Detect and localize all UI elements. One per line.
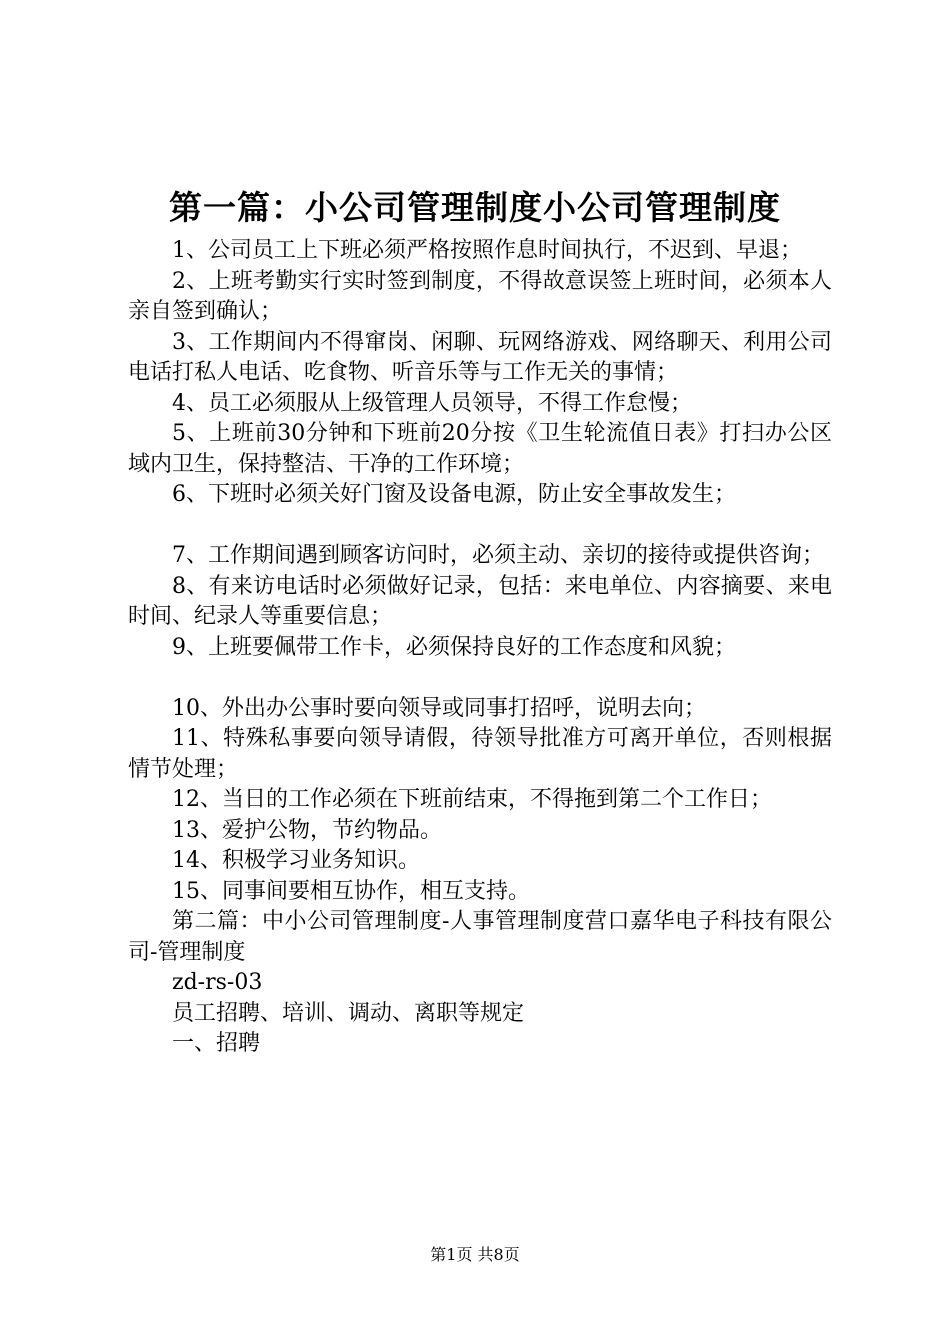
paragraph-rule-3: 3、工作期间内不得窜岗、闲聊、玩网络游戏、网络聊天、利用公司电话打私人电话、吃食物、听音乐等与工作无关的事情；	[128, 329, 832, 385]
paragraph-rule-12: 12、当日的工作必须在下班前结束，不得拖到第二个工作日；	[172, 787, 772, 812]
paragraph-rule-9: 9、上班要佩带工作卡，必须保持良好的工作态度和风貌；	[172, 634, 736, 660]
blank-line	[128, 663, 832, 694]
paragraph-rule-14: 14、积极学习业务知识。	[172, 848, 420, 873]
blank-line	[128, 511, 832, 542]
paragraph-rule-10: 10、外出办公事时要向领导或同事打招呼，说明去向；	[172, 695, 706, 721]
paragraph-rule-15: 15、同事间要相互协作，相互支持。	[172, 878, 530, 904]
paragraph-rule-7: 7、工作期间遇到顾客访问时，必须主动、亲切的接待或提供咨询；	[172, 543, 824, 568]
document-title: 第一篇：小公司管理制度小公司管理制度	[169, 188, 781, 227]
subsection-title: 员工招聘、培训、调动、离职等规定	[172, 1000, 525, 1026]
subsection-item-recruitment: 一、招聘	[172, 1031, 261, 1056]
paragraph-rule-11: 11、特殊私事要向领导请假，待领导批准方可离开单位，否则根据情节处理；	[128, 726, 832, 782]
paragraph-rule-1: 1、公司员工上下班必须严格按照作息时间执行，不迟到、早退；	[172, 238, 802, 263]
paragraph-rule-6: 6、下班时必须关好门窗及设备电源，防止安全事故发生；	[172, 482, 736, 507]
page-footer: 第1页 共8页	[430, 1245, 520, 1264]
document-body	[128, 236, 832, 1060]
document-code: zd-rs-03	[172, 970, 263, 995]
paragraph-rule-13: 13、爱护公物，节约物品。	[172, 817, 442, 843]
paragraph-rule-5: 5、上班前30分钟和下班前20分按《卫生轮流值日表》打扫办公区域内卫生，保持整洁、干净的工作环境；	[128, 421, 832, 477]
paragraph-rule-8: 8、有来访电话时必须做好记录，包括：来电单位、内容摘要、来电时间、纪录人等重要信息；	[128, 573, 832, 629]
section-heading-part-two: 第二篇：中小公司管理制度-人事管理制度营口嘉华电子科技有限公司-管理制度	[128, 909, 832, 965]
paragraph-rule-4: 4、员工必须服从上级管理人员领导，不得工作怠慢；	[172, 390, 692, 416]
paragraph-rule-2: 2、上班考勤实行实时签到制度，不得故意误签上班时间，必须本人亲自签到确认；	[128, 268, 832, 324]
